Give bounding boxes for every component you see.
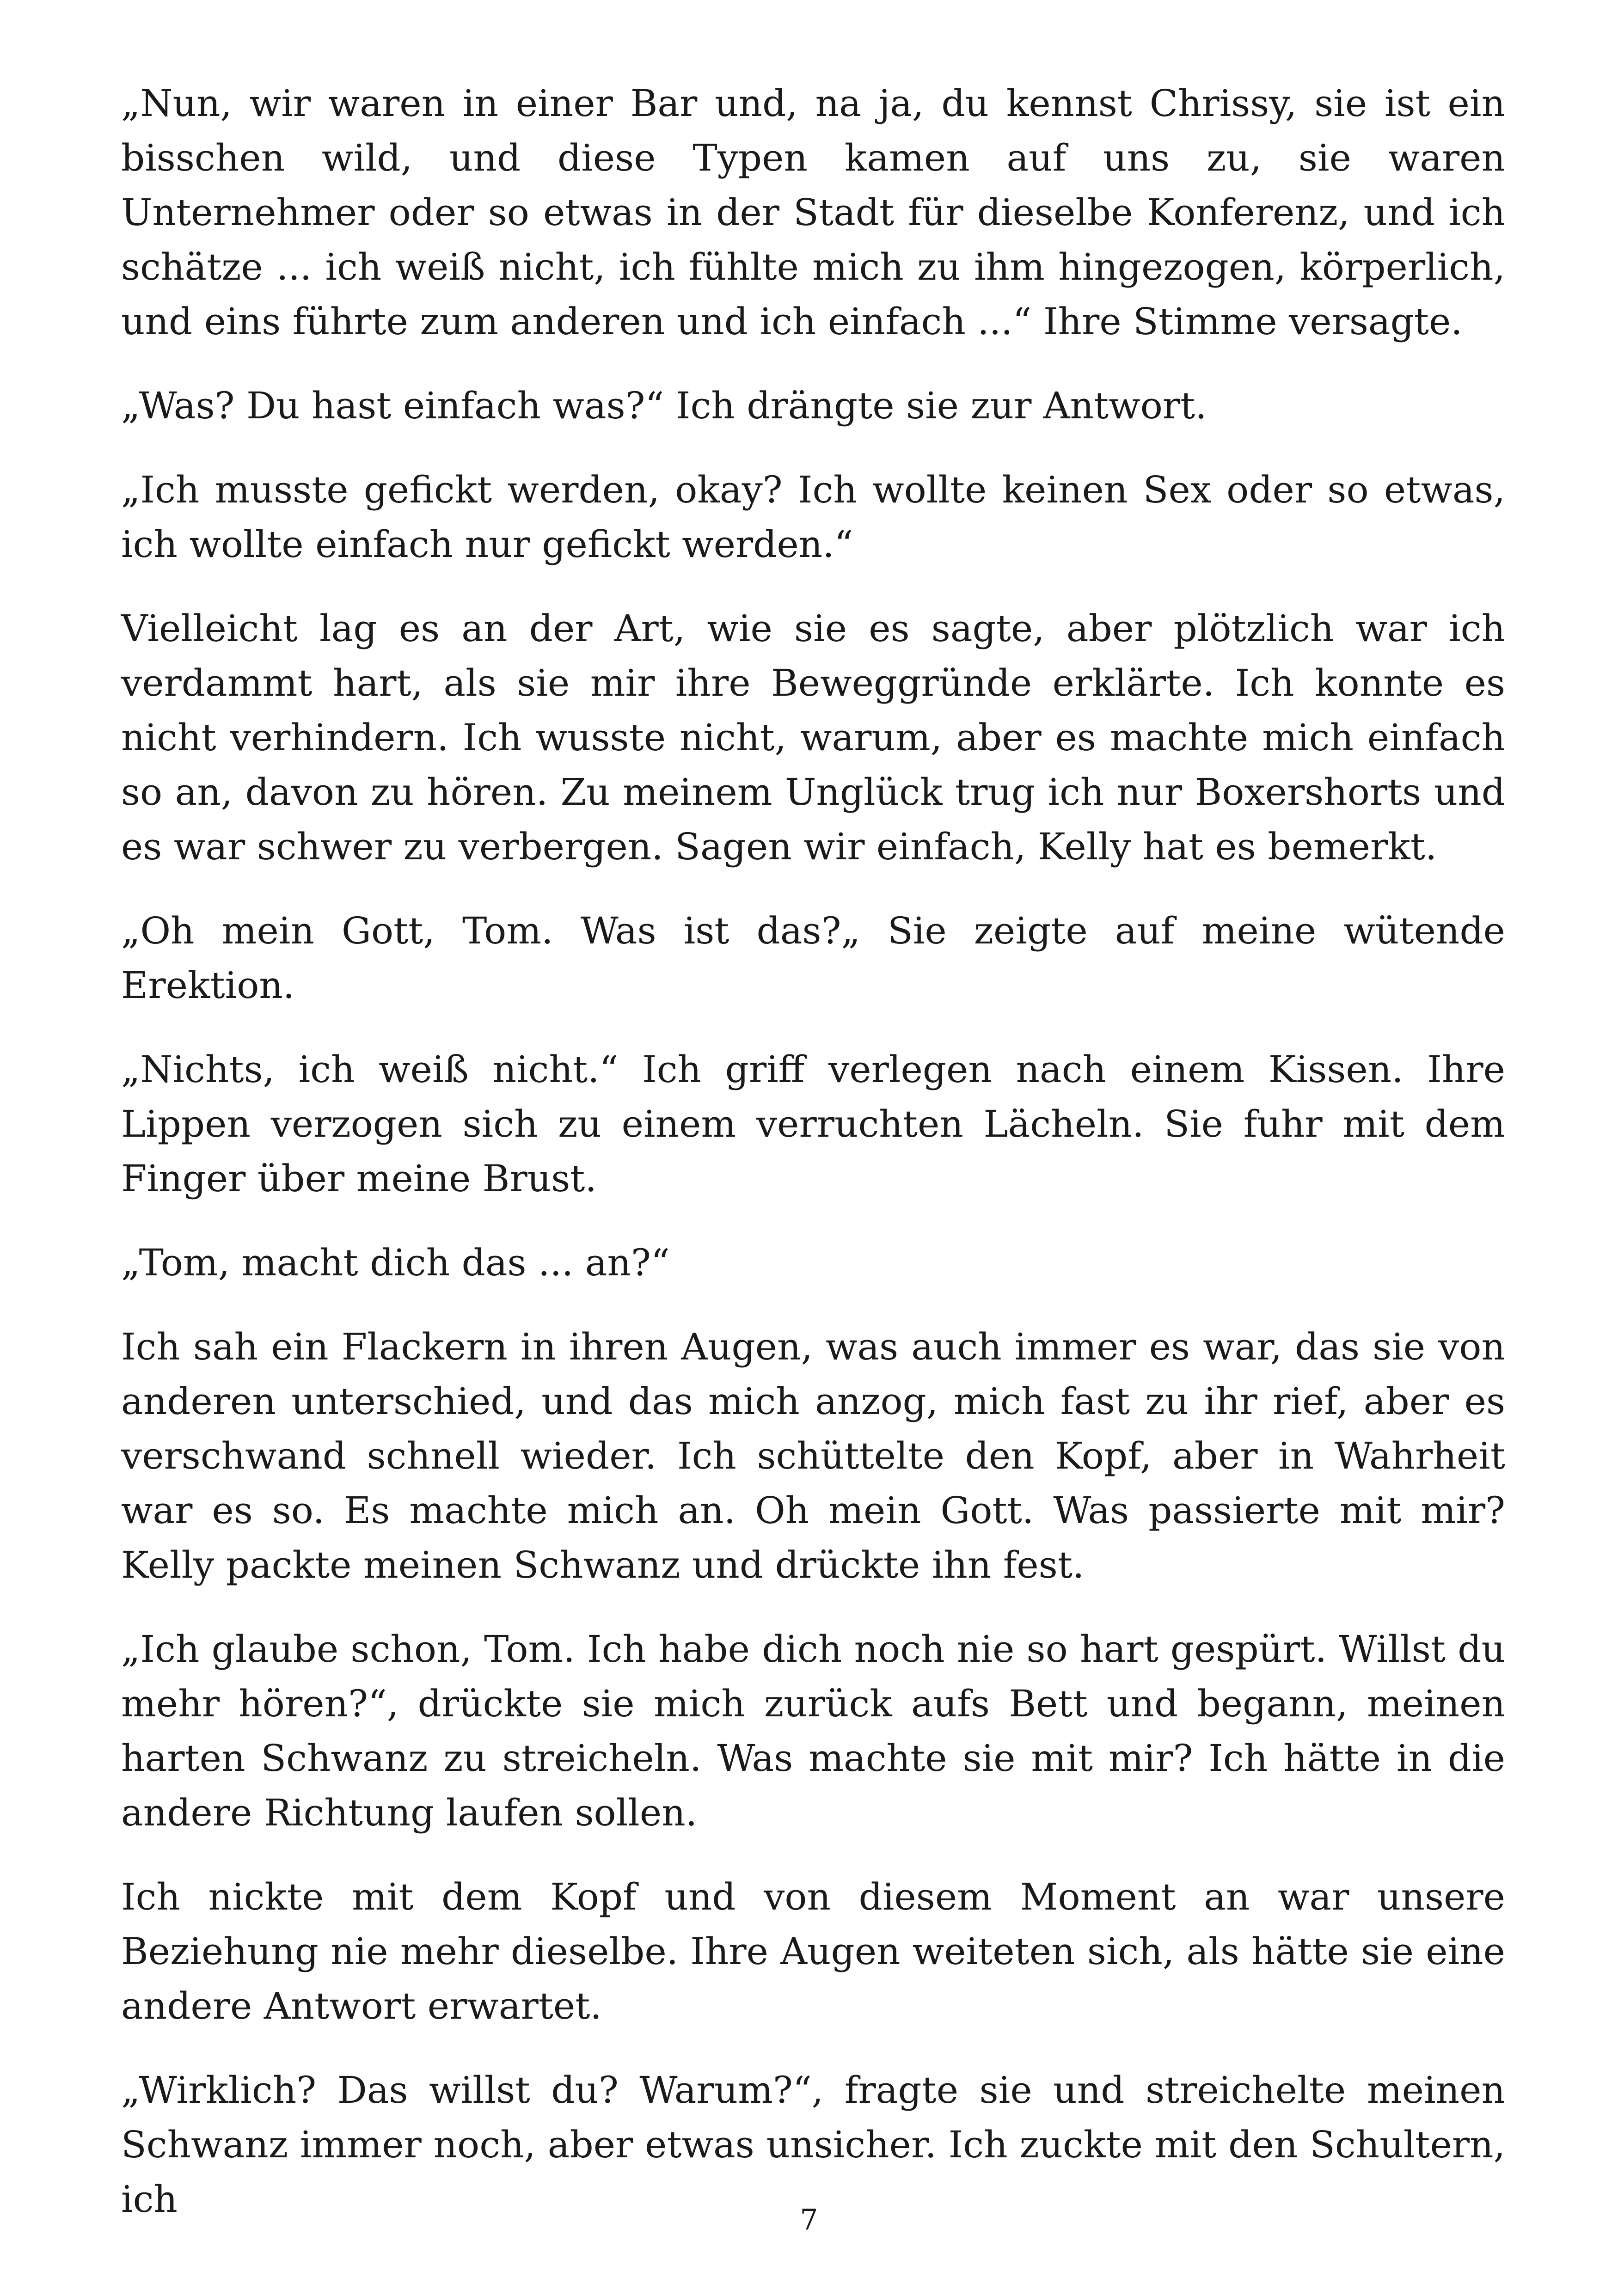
paragraph: „Was? Du hast einfach was?“ Ich drängte sie zur Antwort. [121,384,1207,427]
paragraph: „Ich musste gefickt werden, okay? Ich wollte keinen Sex oder so etwas, ich wollte einfach nur gefickt werden.“ [121,468,1505,566]
paragraph: „Nichts, ich weiß nicht.“ Ich griff verlegen nach einem Kissen. Ihre Lippen verzogen sich zu einem verruchten Lächeln. Sie fuhr mit dem Finger über meine Brust. [121,1048,1505,1200]
paragraph: „Ich glaube schon, Tom. Ich habe dich noch nie so hart gespürt. Willst du mehr hören?“, drückte sie mich zurück aufs Bett und begann, meinen harten Schwanz zu streicheln. Was machte sie mit mir? Ich hätte in die andere Richtung laufen sollen. [121,1628,1505,1834]
paragraph: „Wirklich? Das willst du? Warum?“, fragte sie und streichelte meinen Schwanz immer noch, aber etwas unsicher. Ich zuckte mit den Schultern, ich [121,2069,1505,2221]
paragraph: Ich sah ein Flackern in ihren Augen, was auch immer es war, das sie von anderen unterschied, und das mich anzog, mich fast zu ihr rief, aber es verschwand schnell wieder. Ich schüttelte den Kopf, aber in Wahrheit war es so. Es machte mich an. Oh mein Gott. Was passierte mit mir? Kelly packte meinen Schwanz und drückte ihn fest. [121,1325,1505,1586]
paragraph: „Oh mein Gott, Tom. Was ist das?„ Sie zeigte auf meine wütende Erektion. [121,909,1505,1007]
paragraph: „Nun, wir waren in einer Bar und, na ja, du kennst Chrissy, sie ist ein bisschen wild, und diese Typen kamen auf uns zu, sie waren Unternehmer oder so etwas in der Stadt für dieselbe Konferenz, und ich schätze ... ich weiß nicht, ich fühlte mich zu ihm hingezogen, körperlich, und eins führte zum anderen und ich einfach ...“ Ihre Stimme versagte. [121,82,1505,343]
paragraph: Ich nickte mit dem Kopf und von diesem Moment an war unsere Beziehung nie mehr dieselbe. Ihre Augen weiteten sich, als hätte sie eine andere Antwort erwartet. [121,1875,1505,2027]
paragraph: Vielleicht lag es an der Art, wie sie es sagte, aber plötzlich war ich verdammt hart, als sie mir ihre Beweggründe erklärte. Ich konnte es nicht verhindern. Ich wusste nicht, warum, aber es machte mich einfach so an, davon zu hören. Zu meinem Unglück trug ich nur Boxershorts und es war schwer zu verbergen. Sagen wir einfach, Kelly hat es bemerkt. [121,607,1505,868]
page-number: 7 [800,2203,818,2236]
body-text [121,76,1505,2227]
paragraph: „Tom, macht dich das ... an?“ [121,1241,670,1284]
